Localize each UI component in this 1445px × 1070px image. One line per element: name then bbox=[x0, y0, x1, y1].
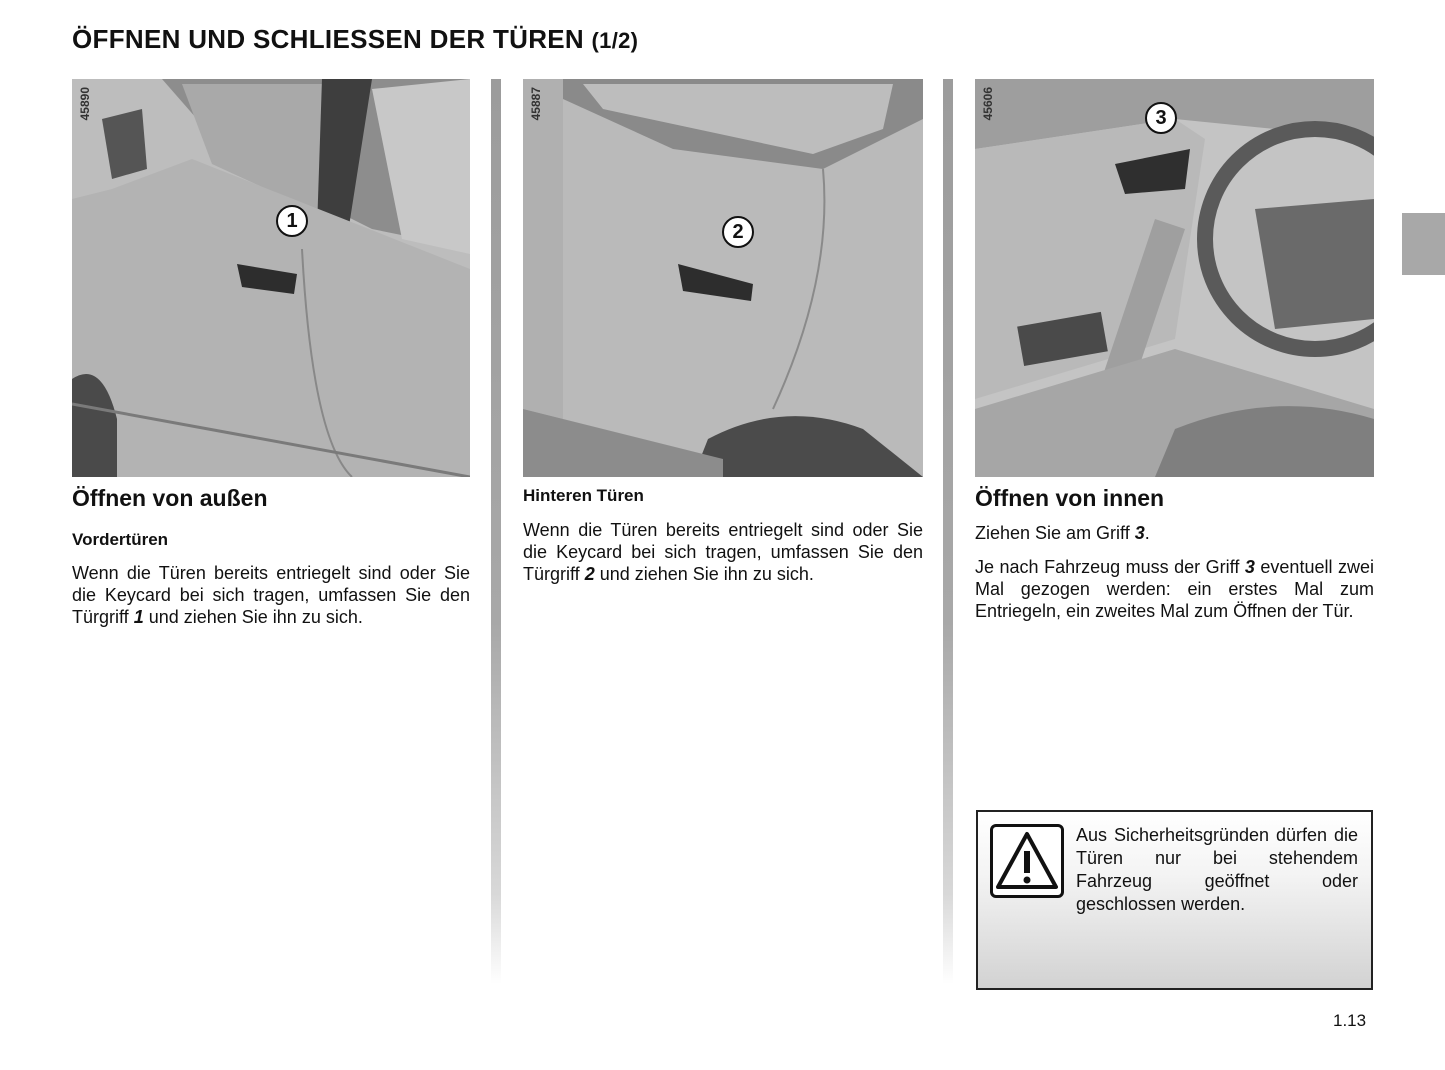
illustration-interior-handle bbox=[975, 79, 1374, 477]
callout-1: 1 bbox=[276, 205, 308, 237]
twice-text-before: Je nach Fahrzeug muss der Griff bbox=[975, 557, 1245, 577]
warning-text: Aus Sicherheitsgründen dürfen die Türen nur bei stehendem Fahrzeug geöffnet oder geschlossen werden. bbox=[1076, 825, 1358, 914]
figure-number: 45887 bbox=[529, 87, 543, 121]
callout-2: 2 bbox=[722, 216, 754, 248]
inside-text-after: . bbox=[1144, 523, 1150, 543]
inside-text-before: Ziehen Sie am Griff bbox=[975, 523, 1135, 543]
paragraph-front-doors bbox=[72, 562, 470, 628]
paragraph-rear-doors bbox=[523, 519, 923, 585]
safety-warning-box bbox=[976, 810, 1373, 990]
rear-door-drawing bbox=[523, 79, 923, 477]
illustration-front-door bbox=[72, 79, 470, 477]
front-text-before: Wenn die Türen bereits entriegelt sind oder Sie die Keycard bei sich tragen, umfassen Sie den Türgriff bbox=[72, 563, 470, 627]
column-rear-doors bbox=[523, 79, 923, 585]
ref-1: 1 bbox=[133, 607, 144, 627]
column-divider-1 bbox=[491, 79, 501, 984]
subheading-rear-doors: Hinteren Türen bbox=[523, 486, 644, 505]
ref-3a: 3 bbox=[1134, 523, 1145, 543]
figure-number: 45606 bbox=[981, 87, 995, 121]
twice-text-after: eventuell zwei Mal gezogen werden: ein erstes Mal zum Entriegeln, ein zweites Mal zum Öffnen der Tür. bbox=[975, 557, 1374, 621]
heading-open-inside: Öffnen von innen bbox=[975, 485, 1165, 511]
interior-drawing bbox=[975, 79, 1374, 477]
illustration-rear-door bbox=[523, 79, 923, 477]
ref-2: 2 bbox=[584, 564, 595, 584]
page-title-text: ÖFFNEN UND SCHLIESSEN DER TÜREN bbox=[72, 24, 584, 54]
callout-3: 3 bbox=[1145, 102, 1177, 134]
column-open-inside bbox=[975, 79, 1374, 622]
column-front-doors bbox=[72, 79, 470, 628]
page-title bbox=[72, 24, 638, 55]
page-number: 1.13 bbox=[1333, 1011, 1367, 1030]
subheading-front-doors: Vordertüren bbox=[72, 530, 169, 549]
rear-text-before: Wenn die Türen bereits entriegelt sind oder Sie die Keycard bei sich tragen, umfassen Sie den Türgriff bbox=[523, 520, 923, 584]
front-door-drawing bbox=[72, 79, 470, 477]
column-divider-2 bbox=[943, 79, 953, 984]
ref-3b: 3 bbox=[1244, 557, 1255, 577]
page-title-suffix: (1/2) bbox=[591, 28, 639, 53]
rear-text-after: und ziehen Sie ihn zu sich. bbox=[594, 564, 814, 584]
heading-open-outside: Öffnen von außen bbox=[72, 485, 268, 511]
chapter-tab bbox=[1402, 213, 1445, 275]
figure-number: 45890 bbox=[78, 87, 92, 121]
paragraph-pull-handle bbox=[975, 522, 1374, 544]
front-text-after: und ziehen Sie ihn zu sich. bbox=[143, 607, 363, 627]
warning-triangle-icon bbox=[990, 824, 1064, 898]
paragraph-pull-twice bbox=[975, 556, 1374, 622]
